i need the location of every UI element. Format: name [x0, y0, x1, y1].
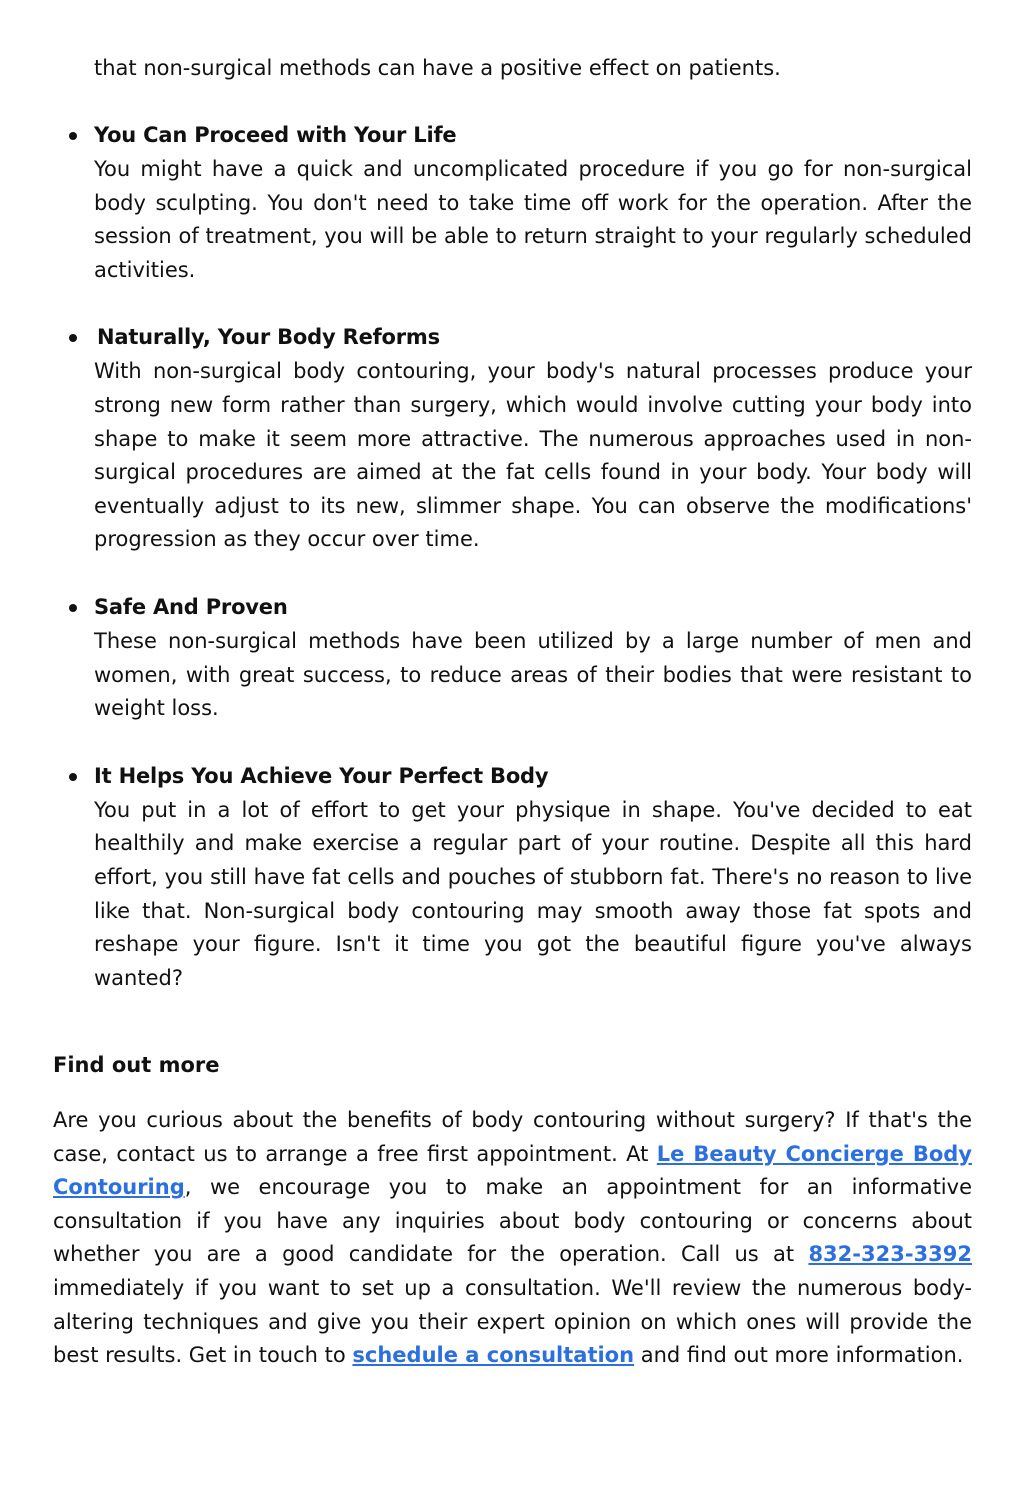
closing-paragraph	[53, 1104, 972, 1373]
bullet-icon	[69, 132, 77, 140]
list-item	[94, 320, 972, 557]
bullet-icon	[69, 604, 77, 612]
list-item	[94, 590, 972, 726]
closing-text-1: Are you curious about the benefits of body contouring without surgery? If that's the case, contact us to arrange a free first appointment. At	[53, 1108, 972, 1166]
item-title: It Helps You Achieve Your Perfect Body	[94, 763, 549, 788]
item-body: You put in a lot of effort to get your physique in shape. You've decided to eat healthily and make exercise a regular part of your routine. Despite all this hard effort, you still have fat cells and pouches of stubborn fat. There's no reason to live like that. Non-surgical body contouring may smooth away those fat spots and reshape your figure. Isn't it time you got the beautiful figure you've always wanted?	[94, 797, 972, 990]
item-title: Safe And Proven	[94, 594, 288, 619]
item-body: These non-surgical methods have been utilized by a large number of men and women, with great success, to reduce areas of their bodies that were resistant to weight loss.	[94, 628, 972, 721]
closing-text-4: and find out more information.	[634, 1343, 964, 1368]
item-body: You might have a quick and uncomplicated procedure if you go for non-surgical body sculpting. You don't need to take time off work for the operation. After the session of treatment, you will be able to return straight to your regularly scheduled activities.	[94, 157, 972, 282]
bullet-icon	[69, 334, 77, 342]
item-title: Naturally, Your Body Reforms	[97, 325, 440, 350]
phone-link[interactable]: 832-323-3392	[808, 1242, 972, 1267]
closing-text-2: , we encourage you to make an appointment for an informative consultation if you have any inquiries about body contouring or concerns about whether you are a good candidate for the operation. Call us at	[53, 1175, 972, 1267]
schedule-consultation-link[interactable]: schedule a consultation	[352, 1343, 635, 1368]
closing-text-3: immediately if you want to set up a consultation. We'll review the numerous body-altering techniques and give you their expert opinion on which ones will provide the best results. Get in touch to	[53, 1275, 972, 1368]
bullet-icon	[69, 773, 77, 781]
item-title: You Can Proceed with Your Life	[94, 123, 457, 147]
intro-paragraph: that non-surgical methods can have a positive effect on patients.	[94, 56, 781, 80]
find-out-more-heading: Find out more	[53, 1053, 220, 1077]
business-link[interactable]: Le Beauty Concierge Body Contouring	[53, 1141, 972, 1200]
list-item	[94, 118, 972, 287]
item-body: With non-surgical body contouring, your body's natural processes produce your strong new form rather than surgery, which would involve cutting your body into shape to make it seem more attractive. The numerous approaches used in non-surgical procedures are aimed at the fat cells found in your body. Your body will eventually adjust to its new, slimmer shape. You can observe the modifications' progression as they occur over time.	[94, 359, 972, 552]
list-item	[94, 759, 972, 996]
benefits-list	[0, 118, 1024, 1028]
